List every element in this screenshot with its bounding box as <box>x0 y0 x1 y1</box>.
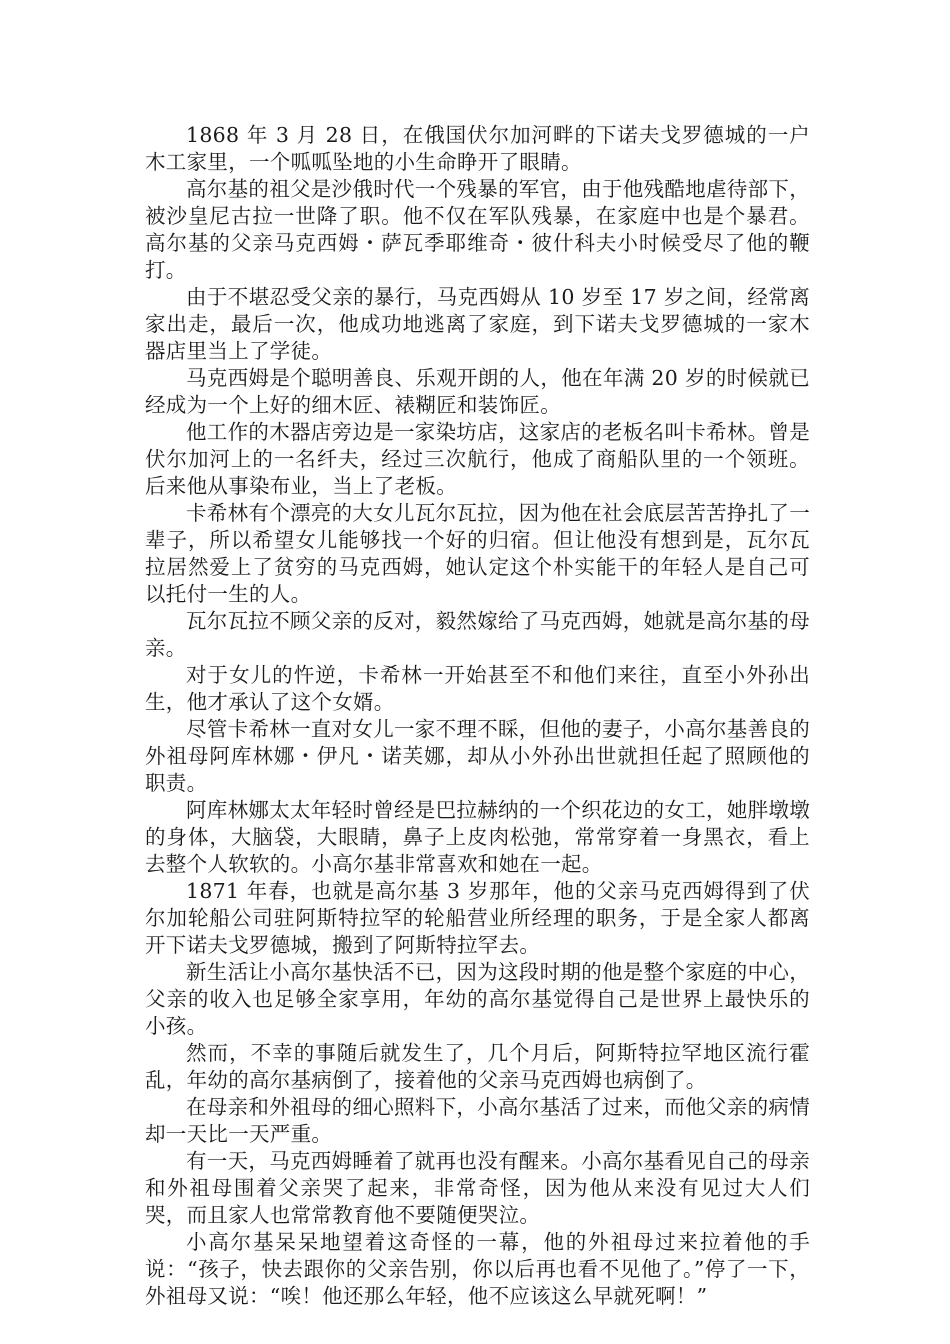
paragraph: 卡希林有个漂亮的大女儿瓦尔瓦拉，因为他在社会底层苦苦挣扎了一辈子，所以希望女儿能够找一个好的归宿。但让他没有想到是，瓦尔瓦拉居然爱上了贫穷的马克西姆，她认定这个朴实能干的年轻人是自己可以托付一生的人。 <box>145 501 810 606</box>
document-body <box>145 122 810 1310</box>
paragraph: 然而，不幸的事随后就发生了，几个月后，阿斯特拉罕地区流行霍乱，年幼的高尔基病倒了，接着他的父亲马克西姆也病倒了。 <box>145 1041 810 1092</box>
paragraph: 阿库林娜太太年轻时曾经是巴拉赫纳的一个织花边的女工，她胖墩墩的身体，大脑袋，大眼睛，鼻子上皮肉松弛，常常穿着一身黑衣，看上去整个人软软的。小高尔基非常喜欢和她在一起。 <box>145 798 810 876</box>
paragraph: 小高尔基呆呆地望着这奇怪的一幕，他的外祖母过来拉着他的手说：“孩子，快去跟你的父亲告别，你以后再也看不见他了。”停了一下，外祖母又说：“唉！他还那么年轻，他不应该这么早就死啊！” <box>145 1230 810 1308</box>
paragraph: 他工作的木器店旁边是一家染坊店，这家店的老板名叫卡希林。曾是伏尔加河上的一名纤夫，经过三次航行，他成了商船队里的一个领班。后来他从事染布业，当上了老板。 <box>145 420 810 498</box>
paragraph: 由于不堪忍受父亲的暴行，马克西姆从 10 岁至 17 岁之间，经常离家出走，最后一次，他成功地逃离了家庭，到下诺夫戈罗德城的一家木器店里当上了学徒。 <box>145 285 810 363</box>
paragraph: 对于女儿的忤逆，卡希林一开始甚至不和他们来往，直至小外孙出生，他才承认了这个女婿。 <box>145 663 810 714</box>
paragraph: 在母亲和外祖母的细心照料下，小高尔基活了过来，而他父亲的病情却一天比一天严重。 <box>145 1095 810 1146</box>
paragraph: 1871 年春，也就是高尔基 3 岁那年，他的父亲马克西姆得到了伏尔加轮船公司驻阿斯特拉罕的轮船营业所经理的职务，于是全家人都离开下诺夫戈罗德城，搬到了阿斯特拉罕去。 <box>145 879 810 957</box>
paragraph: 1868 年 3 月 28 日，在俄国伏尔加河畔的下诺夫戈罗德城的一户木工家里，一个呱呱坠地的小生命睁开了眼睛。 <box>145 123 810 174</box>
paragraph: 有一天，马克西姆睡着了就再也没有醒来。小高尔基看见自己的母亲和外祖母围着父亲哭了起来，非常奇怪，因为他从来没有见过大人们哭，而且家人也常常教育他不要随便哭泣。 <box>145 1149 810 1227</box>
paragraph: 瓦尔瓦拉不顾父亲的反对，毅然嫁给了马克西姆，她就是高尔基的母亲。 <box>145 609 810 660</box>
paragraph: 马克西姆是个聪明善良、乐观开朗的人，他在年满 20 岁的时候就已经成为一个上好的细木匠、裱糊匠和装饰匠。 <box>145 366 810 417</box>
paragraph: 尽管卡希林一直对女儿一家不理不睬，但他的妻子，小高尔基善良的外祖母阿库林娜・伊凡・诺芙娜，却从小外孙出世就担任起了照顾他的职责。 <box>145 717 810 795</box>
paragraph: 高尔基的祖父是沙俄时代一个残暴的军官，由于他残酷地虐待部下，被沙皇尼古拉一世降了职。他不仅在军队残暴，在家庭中也是个暴君。高尔基的父亲马克西姆・萨瓦季耶维奇・彼什科夫小时候受尽了他的鞭打。 <box>145 177 810 282</box>
paragraph: 新生活让小高尔基快活不已，因为这段时期的他是整个家庭的中心，父亲的收入也足够全家享用，年幼的高尔基觉得自己是世界上最快乐的小孩。 <box>145 960 810 1038</box>
